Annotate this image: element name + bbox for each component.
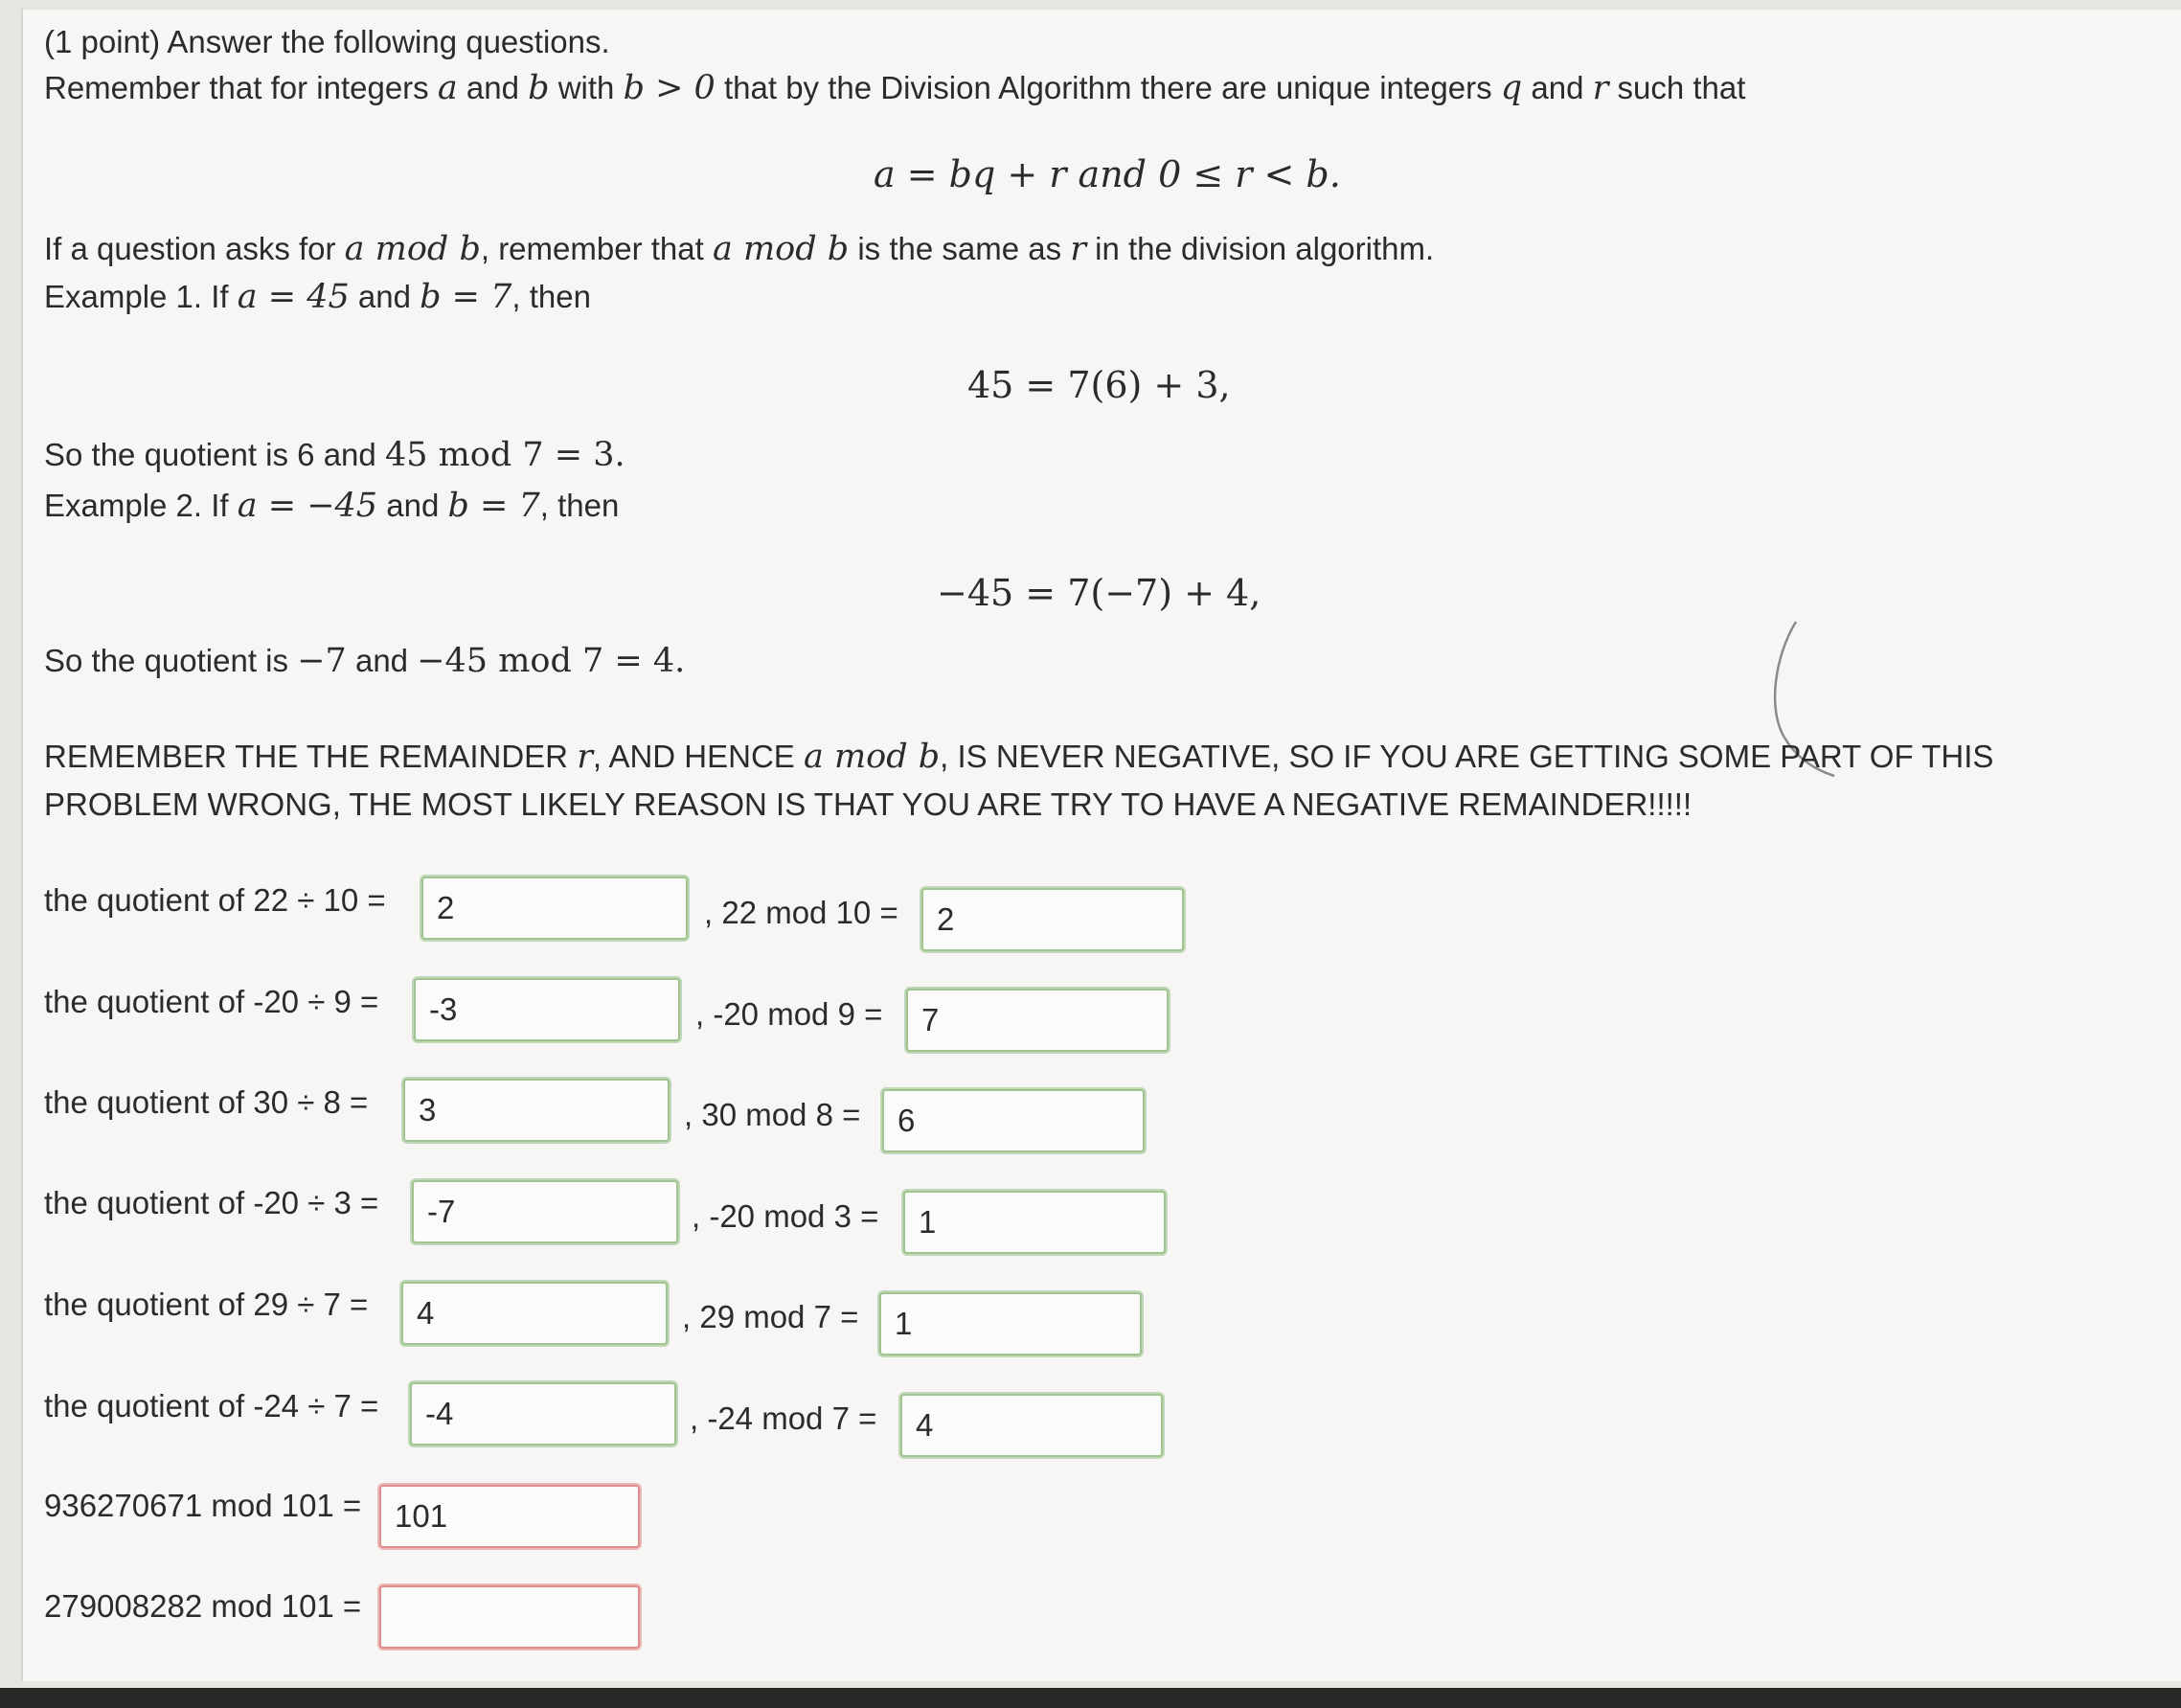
example1-result-prefix: So the quotient is 6 and	[44, 437, 376, 472]
mod-answer-4[interactable]: 1	[903, 1191, 1166, 1254]
example2-then: , then	[539, 488, 620, 523]
statement-prefix: Remember that for integers	[44, 70, 429, 105]
statement-middle: that by the Division Algorithm there are unique integers	[723, 70, 1492, 105]
warning-part1: REMEMBER THE THE REMAINDER	[44, 739, 569, 774]
example1-b: b = 7	[420, 278, 512, 316]
example1-label: Example 1. If	[44, 279, 229, 314]
var-r: r	[1592, 69, 1609, 107]
var-r: r	[1070, 230, 1086, 268]
quotient-label-5: the quotient of 29 ÷ 7 =	[44, 1287, 369, 1322]
quotient-label-6: the quotient of -24 ÷ 7 =	[44, 1388, 379, 1423]
warning-mod-expr: a mod b	[803, 738, 941, 776]
big-mod-answer-2[interactable]	[379, 1585, 640, 1649]
and-word: and	[466, 70, 519, 105]
problem-title: (1 point) Answer the following questions.	[44, 24, 610, 59]
warning-part3: , IS NEVER NEGATIVE, SO IF YOU ARE GETTING SOME PART OF THIS PROBLEM WRONG, THE MOST LIKELY REASON IS THAT YOU ARE TRY TO HAVE A NEGATIVE REMAINDER!!!!!	[44, 739, 1994, 822]
example2-b: b = 7	[447, 487, 540, 525]
quotient-answer-1[interactable]: 2	[421, 877, 688, 940]
var-a: a	[437, 69, 458, 107]
mod-note-mid: , remember that	[480, 231, 704, 266]
example2-result-q: −7	[297, 642, 347, 680]
example1-equation: 45 = 7(6) + 3,	[967, 364, 1231, 406]
example2-a: a = −45	[237, 487, 378, 525]
example2-equation: −45 = 7(−7) + 4,	[937, 572, 1261, 614]
example1-result	[44, 436, 625, 474]
example2-statement	[44, 487, 619, 525]
warning-var-r: r	[577, 738, 593, 776]
example2-result-expr: −45 mod 7 = 4.	[417, 642, 686, 680]
example2-and: and	[386, 488, 440, 523]
quotient-answer-5[interactable]: 4	[401, 1282, 668, 1345]
mod-label-6: , -24 mod 7 =	[690, 1401, 877, 1436]
bottom-edge	[0, 1688, 2181, 1708]
mod-note	[44, 230, 1434, 268]
example2-result	[44, 642, 685, 680]
mod-answer-3[interactable]: 6	[882, 1089, 1145, 1152]
quotient-label-1: the quotient of 22 ÷ 10 =	[44, 882, 386, 918]
example2-result-prefix: So the quotient is	[44, 643, 289, 678]
quotient-answer-4[interactable]: -7	[412, 1180, 678, 1243]
example2-result-and: and	[354, 643, 409, 678]
mod-note-end: in the division algorithm.	[1095, 231, 1435, 266]
mod-answer-2[interactable]: 7	[906, 989, 1169, 1052]
example1-then: , then	[511, 279, 591, 314]
mod-expression-2: a mod b	[712, 230, 850, 268]
mod-label-2: , -20 mod 9 =	[695, 996, 883, 1032]
b-positive-condition: b > 0	[623, 69, 716, 107]
mod-label-1: , 22 mod 10 =	[704, 895, 898, 930]
example1-result-expr: 45 mod 7 = 3.	[384, 436, 625, 474]
mod-label-5: , 29 mod 7 =	[682, 1299, 859, 1334]
quotient-label-4: the quotient of -20 ÷ 3 =	[44, 1185, 379, 1220]
mod-answer-5[interactable]: 1	[879, 1292, 1142, 1355]
negative-remainder-warning	[44, 733, 2123, 829]
big-mod-label-1: 936270671 mod 101 =	[44, 1488, 362, 1523]
with-word: with	[557, 70, 615, 105]
quotient-answer-2[interactable]: -3	[414, 978, 680, 1041]
var-b: b	[528, 69, 550, 107]
example1-a: a = 45	[237, 278, 350, 316]
mod-expression: a mod b	[344, 230, 481, 268]
quotient-label-2: the quotient of -20 ÷ 9 =	[44, 984, 379, 1019]
mod-label-3: , 30 mod 8 =	[684, 1097, 861, 1132]
quotient-label-3: the quotient of 30 ÷ 8 =	[44, 1084, 369, 1120]
mod-answer-1[interactable]: 2	[921, 888, 1184, 951]
mod-note-suffix: is the same as	[857, 231, 1062, 266]
big-mod-answer-1[interactable]: 101	[379, 1485, 640, 1548]
and-word-2: and	[1531, 70, 1584, 105]
division-algorithm-statement	[44, 69, 1745, 107]
var-q: q	[1500, 69, 1523, 107]
example1-and: and	[357, 279, 411, 314]
division-formula: a = bq + r and 0 ≤ r < b.	[874, 153, 1341, 195]
quotient-answer-6[interactable]: -4	[410, 1382, 676, 1446]
mod-label-4: , -20 mod 3 =	[692, 1198, 879, 1234]
quotient-answer-3[interactable]: 3	[403, 1079, 670, 1142]
warning-part2: , AND HENCE	[592, 739, 795, 774]
example1-statement	[44, 278, 591, 316]
mod-note-prefix: If a question asks for	[44, 231, 336, 266]
example2-label: Example 2. If	[44, 488, 229, 523]
mod-answer-6[interactable]: 4	[900, 1394, 1163, 1457]
such-that: such that	[1617, 70, 1746, 105]
big-mod-label-2: 279008282 mod 101 =	[44, 1588, 362, 1624]
